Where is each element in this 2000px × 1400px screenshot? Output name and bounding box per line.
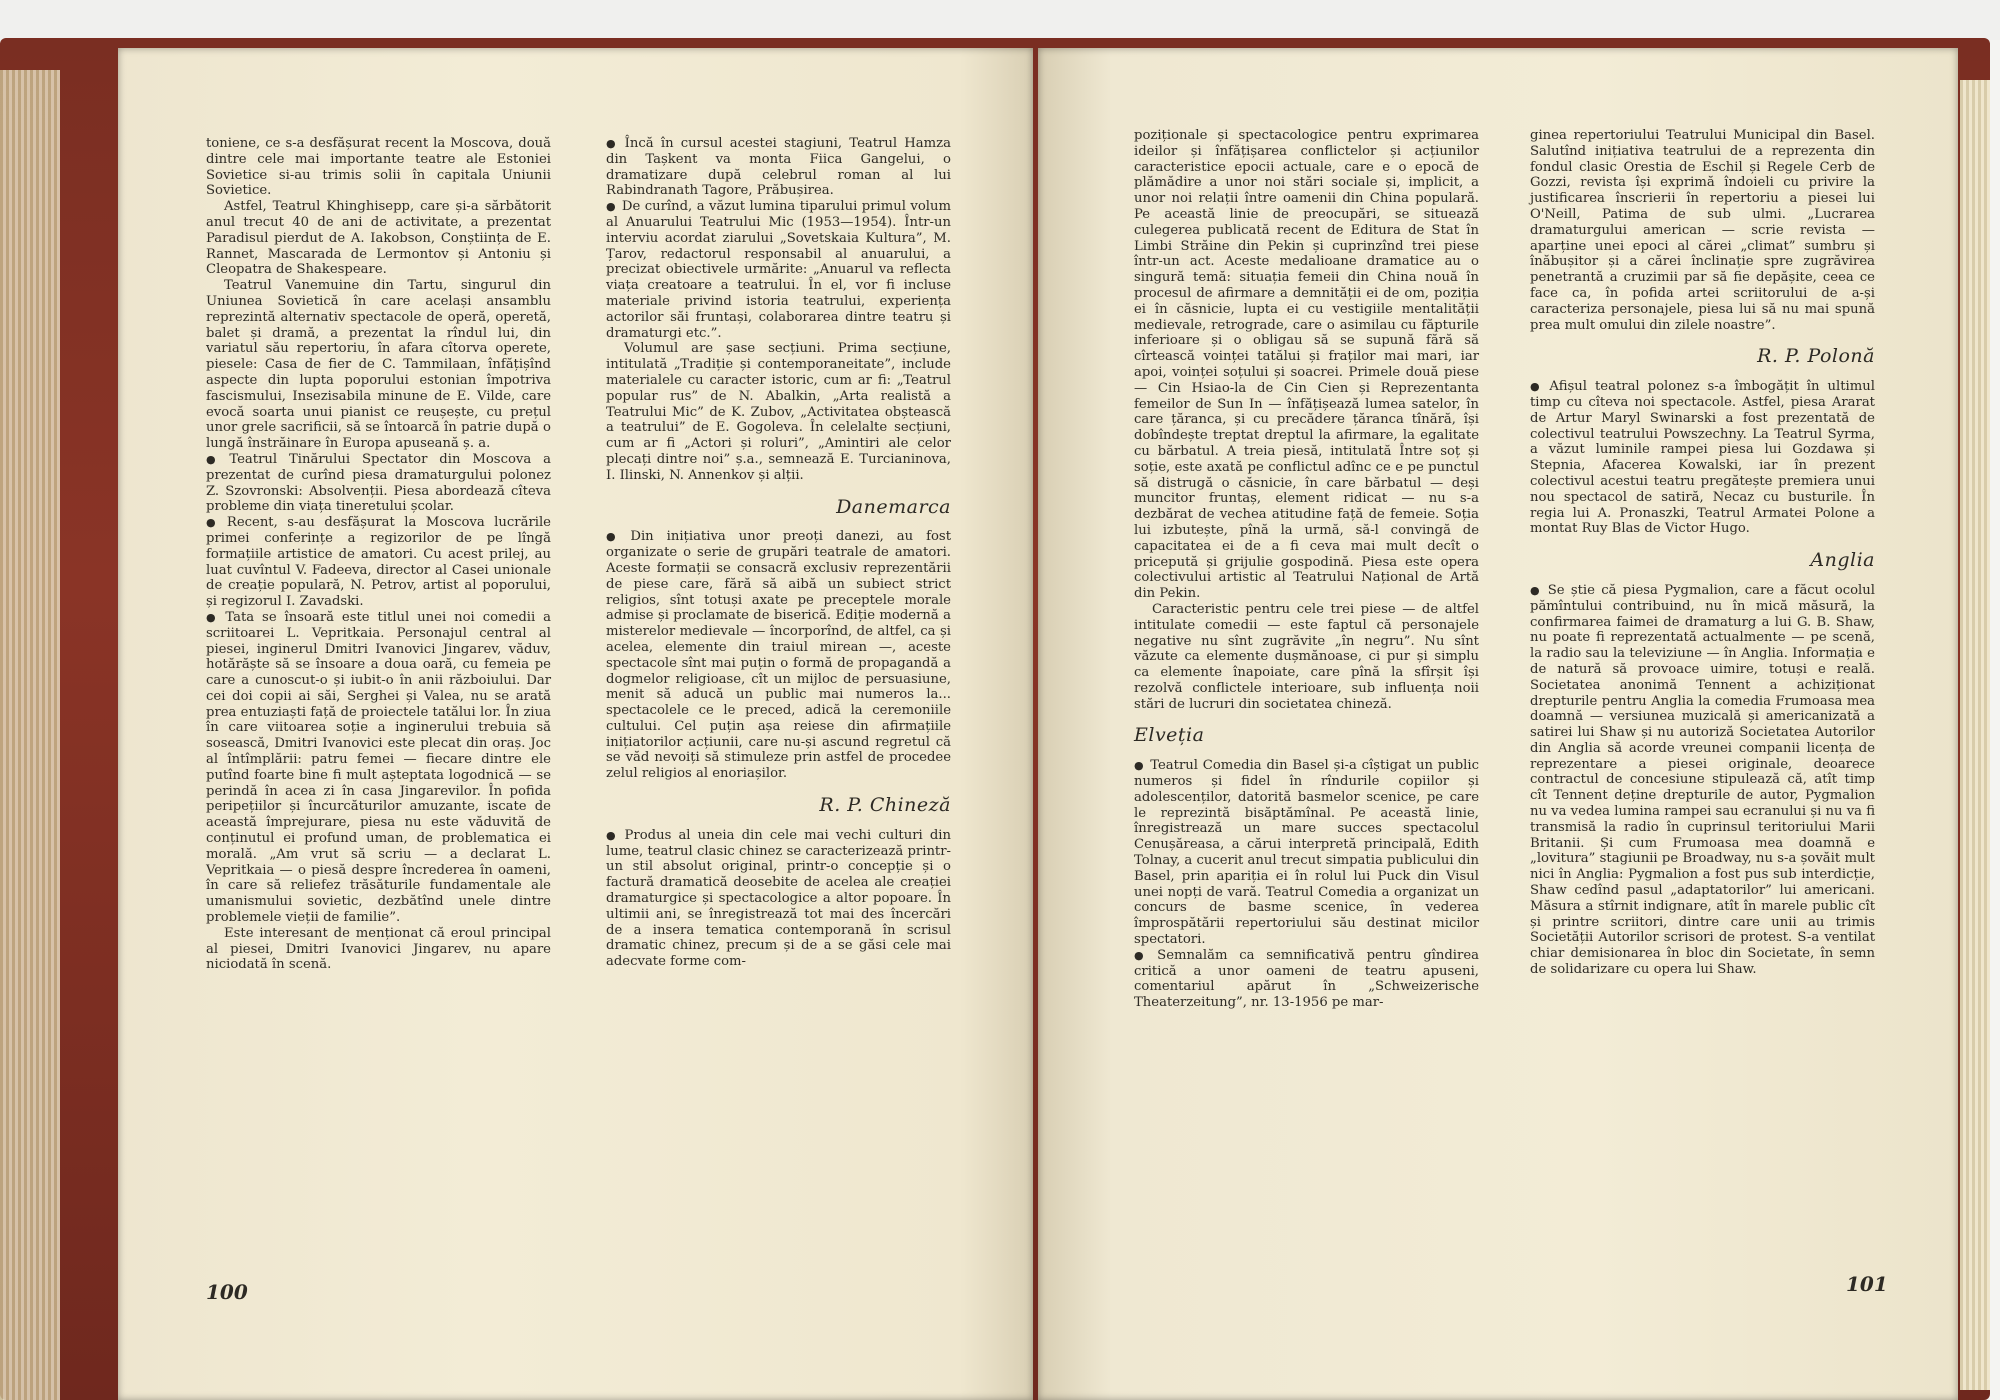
bulleted-paragraph [206, 515, 551, 610]
paragraph-text: ginea repertoriului Teatrului Municipal din Basel. Salutînd inițiativa teatrului de a reprezenta din fondul clasic Orestia de Eschil și Regele Cerb de Gozzi, revista își exprimă îndoieli cu privire la justificarea înscrierii în repertoriu a piesei lui O'Neill, Patima de sub ulmi. „Lucrarea dramaturgului american — scrie revista — aparține unei epoci al cărei „climat” sumbru și înăbușitor și a cărei înclinație spre zugrăvirea penetrantă a cruzimii par să fie depășite, ceea ce face ca, în pofida artei scriitorului de a-și caracteriza personajele, piesa lui să nu mai spună prea mult omului din zilele noastre”. [1530, 128, 1875, 333]
paragraph-text: Recent, s-au desfășurat la Moscova lucrările primei conferințe a regizorilor de pe lîngă formațiile artistice de amatori. Cu acest prilej, au luat cuvîntul V. Fadeeva, director al Casei unionale de creație populară, N. Petrov, artist al poporului, și regizorul I. Zavadski. [206, 515, 551, 610]
paragraph [206, 199, 551, 278]
column-text-block [606, 529, 951, 782]
section-heading-elvetia: Elveția [1134, 724, 1205, 747]
page-number: 100 [206, 1280, 248, 1304]
paragraph-text: Încă în cursul acestei stagiuni, Teatrul Hamza din Tașkent va monta Fiica Gangelui, o dramatizare după celebrul roman al lui Rabindranath Tagore, Prăbușirea. [606, 136, 951, 199]
bulleted-paragraph [1530, 379, 1875, 537]
paragraph [606, 341, 951, 483]
column-text-block [606, 828, 951, 970]
paragraph-text: Se știe că piesa Pygmalion, care a făcut ocolul pămîntului contribuind, nu în mică măsură, la confirmarea faimei de dramaturg a lui G. B. Shaw, nu poate fi reprezentată actualmente — pe scenă, la radio sau la televiziune — în Anglia. Informația e de natură să provoace uimire, totuși e reală. Societatea anonimă Tennent a achiziționat drepturile pentru Anglia la comedia Frumoasa mea doamnă — versiunea muzicală și americanizată a satirei lui Shaw și nu autoriză Societatea Autorilor din Anglia să acorde vreunei companii licența de reprezentare a piesei originale, deoarece contractul de concesiune stipulează că, atît timp cît Tennent deține drepturile de autor, Pygmalion nu va vedea lumina rampei sau ecranului și nu va fi transmisă la radio în cuprinsul teritoriului Marii Britanii. Și cum Frumoasa mea doamnă e „lovitura” stagiunii pe Broadway, nu s-a șovăit mult nici în Anglia: Pygmalion a fost pus sub interdicție, Shaw cedînd pasul „adaptatorilor” lui americani. Măsura a stîrnit indignare, atît în marele public cît și printre scriitori, dintre care unii au trimis Societății Autorilor scrisori de protest. S-a ventilat chiar demisionarea în bloc din Societate, în semn de solidarizare cu opera lui Shaw. [1530, 582, 1875, 978]
bulleted-paragraph [606, 529, 951, 782]
bulleted-paragraph [1134, 758, 1479, 948]
paragraph-text: De curînd, a văzut lumina tiparului primul volum al Anuarului Teatrului Mic (1953—1954). Într-un interviu acordat ziarului „Sovetskaia Kultura”, M. Țarov, redactorul responsabil al anuarului, a precizat obiectivele urmărite: „Anuarul va reflecta viața creatoare a teatrului. În el, vor fi incluse materiale privind istoria teatrului, experiența actorilor săi fruntași, colaborarea dintre teatru și dramaturgi etc.”. [606, 199, 951, 341]
paragraph-text: toniene, ce s-a desfășurat recent la Moscova, două dintre cele mai importante teatre ale Estoniei Sovietice si-au trimis solii în capitala Uniunii Sovietice. [206, 136, 551, 199]
right-page-column-2 [1530, 128, 1875, 978]
bullet-icon [1530, 583, 1548, 598]
paragraph [1530, 128, 1875, 333]
page-edges-right [1960, 80, 1990, 1390]
bullet-icon [206, 452, 229, 467]
left-page [118, 48, 1033, 1400]
bullet-icon [1530, 379, 1549, 394]
paragraph-text: Este interesant de menționat că eroul principal al piesei, Dmitri Ivanovici Jingarev, nu apare niciodată în scenă. [206, 925, 551, 973]
bullet-icon [206, 515, 227, 530]
paragraph-text: Produs al uneia din cele mai vechi culturi din lume, teatrul clasic chinez se caracterizează printr-un stil absolut original, printr-o concepție și o factură dramatică deosebite de acelea ale creației dramaturgice și spectacologice a altor popoare. În ultimii ani, se înregistrează tot mai des încercări de a insera tematica contemporană în scrisul dramatic chinez, precum și de a se găsi cele mai adecvate forme com- [606, 827, 951, 970]
page-edges-left [0, 70, 60, 1400]
section-heading-chineza: R. P. Chineză [819, 794, 951, 817]
paragraph-text: Caracteristic pentru cele trei piese — de altfel intitulate comedii — este faptul că personajele negative nu sînt zugrăvite „în negru”. Nu sînt văzute ca elemente dușmănoase, ci pur și simplu ca elemente înapoiate, care pînă la sfîrșit își rezolvă conflictele interioare, sub influența noii stări de lucruri din societatea chineză. [1134, 601, 1479, 712]
section-heading-polona: R. P. Polonă [1757, 345, 1875, 368]
bullet-icon [606, 136, 625, 151]
scan-background [0, 0, 2000, 40]
paragraph-text: Volumul are șase secțiuni. Prima secțiune, intitulată „Tradiție și contemporaneitate”, include materialele cu caracter istoric, cum ar fi: „Teatrul popular rus” de N. Abalkin, „Arta realistă a Teatrului Mic” de K. Zubov, „Activitatea obștească a teatrului” de E. Gogoleva. În celelalte secțiuni, cum ar fi „Actori și roluri”, „Amintiri ale celor plecați dintre noi” ș.a., semnează E. Turcianinova, I. Ilinski, N. Annenkov și alții. [606, 341, 951, 483]
paragraph-text: Tata se însoară este titlul unei noi comedii a scriitoarei L. Vepritkaia. Personajul central al piesei, inginerul Dmitri Ivanovici Jingarev, văduv, hotărăște să se însoare a doua oară, cu femeia pe care a cunoscut-o și iubit-o în anii războiului. Dar cei doi copii ai săi, Serghei și Valea, nu se arată prea entuziaști față de proiectele tatălui lor. În ziua în care viitoarea soție a inginerului trebuia să sosească, Dmitri Ivanovici este plecat din oraș. Joc al întîmplării: patru femei — fiecare dintre ele putînd foarte bine fi mult așteptata logodnică — se perindă în acea zi în casa Jingarevilor. În pofida peripețiilor și încurcăturilor amuzante, iscate de această împrejurare, piesa nu este văduvită de conținutul ei profund uman, de problematica ei morală. „Am vrut să scriu — a declarat L. Vepritkaia — o piesă despre încrederea în oameni, în care să reliefez trăsăturile fundamentale ale umanismului sovietic, dezbătînd unele dintre problemele vieții de familie”. [206, 609, 551, 926]
paragraph [206, 278, 551, 452]
bulleted-paragraph [1134, 948, 1479, 1011]
column-text-block [1530, 128, 1875, 333]
bullet-icon [606, 199, 622, 214]
bullet-icon [1134, 758, 1150, 773]
paragraph [1134, 128, 1479, 602]
left-page-column-1 [206, 136, 551, 973]
column-text-block [1134, 128, 1479, 712]
paragraph [206, 926, 551, 973]
paragraph-text: Teatrul Vanemuine din Tartu, singurul din Uniunea Sovietică în care același ansamblu reprezintă alternativ spectacole de operă, operetă, balet și dramă, a prezentat la rîndul lui, din variatul său repertoriu, în afara cîtorva operete, piesele: Casa de fier de C. Tammilaan, înfățișînd aspecte din lupta poporului estonian împotriva fascismului, Insezisabila minune de E. Vilde, care evocă soarta unui pianist ce reușește, cu prețul unor grele sacrificii, să se întoarcă în patrie după o lungă înstrăinare în Europa apuseană ș. a. [206, 278, 551, 452]
paragraph-text: Afișul teatral polonez s-a îmbogățit în ultimul timp cu cîteva noi spectacole. Astfel, piesa Ararat de Artur Maryl Swinarski a fost prezentată de colectivul teatrului Powszechny. La Teatrul Syrma, a văzut luminile rampei piesa lui Gozdawa și Stepnia, Afacerea Kowalski, iar în prezent colectivul acestui teatru pregătește premiera unui nou spectacol de satiră, Necaz cu busturile. În regia lui A. Pronaszki, Teatrul Armatei Polone a montat Ruy Blas de Victor Hugo. [1530, 379, 1875, 537]
paragraph-text: Teatrul Comedia din Basel și-a cîștigat un public numeros și fidel în rîndurile copiilor și adolescenților, datorită basmelor scenice, pe care le reprezintă bisăptămînal. Pe această linie, înregistrează un mare succes spectacolul Cenușăreasa, a cărui interpretă principală, Edith Tolnay, a cucerit anul trecut simpatia publicului din Basel, prin apariția ei în rolul lui Puck din Visul unei nopți de vară. Teatrul Comedia a organizat un concurs de basme scenice, în vederea împrospătării repertoriului său destinat micilor spectatori. [1134, 758, 1479, 948]
bulleted-paragraph [206, 452, 551, 515]
column-text-block [1530, 583, 1875, 978]
paragraph [206, 136, 551, 199]
bullet-icon [606, 828, 625, 843]
column-text-block [606, 136, 951, 484]
section-heading-anglia: Anglia [1810, 549, 1875, 572]
right-page [1038, 48, 1958, 1400]
column-text-block [1134, 758, 1479, 1011]
bulleted-paragraph [606, 136, 951, 199]
section-heading-danemarca: Danemarca [836, 495, 951, 518]
paragraph-text: Astfel, Teatrul Khinghisepp, care și-a sărbătorit anul trecut 40 de ani de activitate, a prezentat Paradisul pierdut de A. Iakobson, Conștiința de E. Rannet, Mascarada de Lermontov și Antoniu și Cleopatra de Shakespeare. [206, 199, 551, 278]
bullet-icon [606, 529, 630, 544]
left-page-column-2 [606, 136, 951, 970]
column-text-block [1530, 379, 1875, 537]
paragraph-text: poziționale și spectacologice pentru exprimarea ideilor și înfățișarea conflictelor și acțiunilor caracteristice epocii actuale, care e o epocă de plămădire a unor noi stări sociale și, implicit, a unor noi relații între oamenii din China populară. Pe această linie de preocupări, se situează culegerea publicată recent de Editura de Stat în Limbi Străine din Pekin și cuprinzînd trei piese într-un act. Aceste medalioane dramatice au o singură temă: situația femeii din China nouă în procesul de afirmare a demnității ei de om, poziția ei în căsnicie, lupta ei cu vestigiile mentalității medievale, retrograde, care o asimilau cu făpturile inferioare și o obligau să se supună fără să cîrtească voinței tatălui și fraților mai mari, iar apoi, voinței soțului și soacrei. Primele două piese — Cin Hsiao-la de Cin Cien și Reprezentanta femeilor de Sun In — înfățișează lumea satelor, în care țăranca, și cu precădere țăranca tînără, își dobîndește treptat dreptul la afirmare, la egalitate cu bărbatul. A treia piesă, intitulată Între soț și soție, este axată pe conflictul adînc ce e pe punctul să distrugă o căsnicie, în care bărbatul — deși muncitor fruntaș, element ridicat — nu s-a dezbărat de vechea atitudine față de femeie. Soția lui izbutește, pînă la urmă, să-l convingă de capacitatea ei de a fi ceva mai mult decît o pricepută și grijulie gospodină. Piesa este opera colectivului artistic al Teatrului Național de Artă din Pekin. [1134, 128, 1479, 602]
paragraph [1134, 602, 1479, 713]
bulleted-paragraph [1530, 583, 1875, 978]
page-number: 101 [1846, 1272, 1888, 1296]
bulleted-paragraph [606, 199, 951, 341]
right-page-column-1 [1134, 128, 1479, 1011]
paragraph-text: Teatrul Tinărului Spectator din Moscova a prezentat de curînd piesa dramaturgului polonez Z. Szovronski: Absolvenții. Piesa abordează cîteva probleme din viața tineretului școlar. [206, 451, 551, 515]
bulleted-paragraph [206, 610, 551, 926]
bullet-icon [206, 610, 225, 625]
paragraph-text: Semnalăm ca semnificativă pentru gîndirea critică a unor oameni de teatru apuseni, comentariul apărut în „Schweizerische Theaterzeitung”, nr. 13-1956 pe mar- [1134, 947, 1479, 1011]
bulleted-paragraph [606, 828, 951, 970]
paragraph-text: Din inițiativa unor preoți danezi, au fost organizate o serie de grupări teatrale de amatori. Aceste formații se consacră exclusiv reprezentării de piese care, fără să aibă un subiect strict religios, sînt totuși axate pe preceptele morale admise și proclamate de biserică. Ediție modernă a misterelor medievale — încorporînd, de altfel, ca și acelea, elemente din traiul mirean —, aceste spectacole sînt mai puțin o formă de propagandă a dogmelor religioase, cît un mijloc de persuasiune, menit să aducă un public mai numeros la... spectacolele ce le preced, adică la ceremoniile cultului. Cel puțin așa reiese din afirmațiile inițiatorilor acțiunii, care nu-și ascund regretul că se văd nevoiți să stimuleze prin astfel de procedee zelul religios al enoriașilor. [606, 529, 951, 782]
bullet-icon [1134, 948, 1157, 963]
